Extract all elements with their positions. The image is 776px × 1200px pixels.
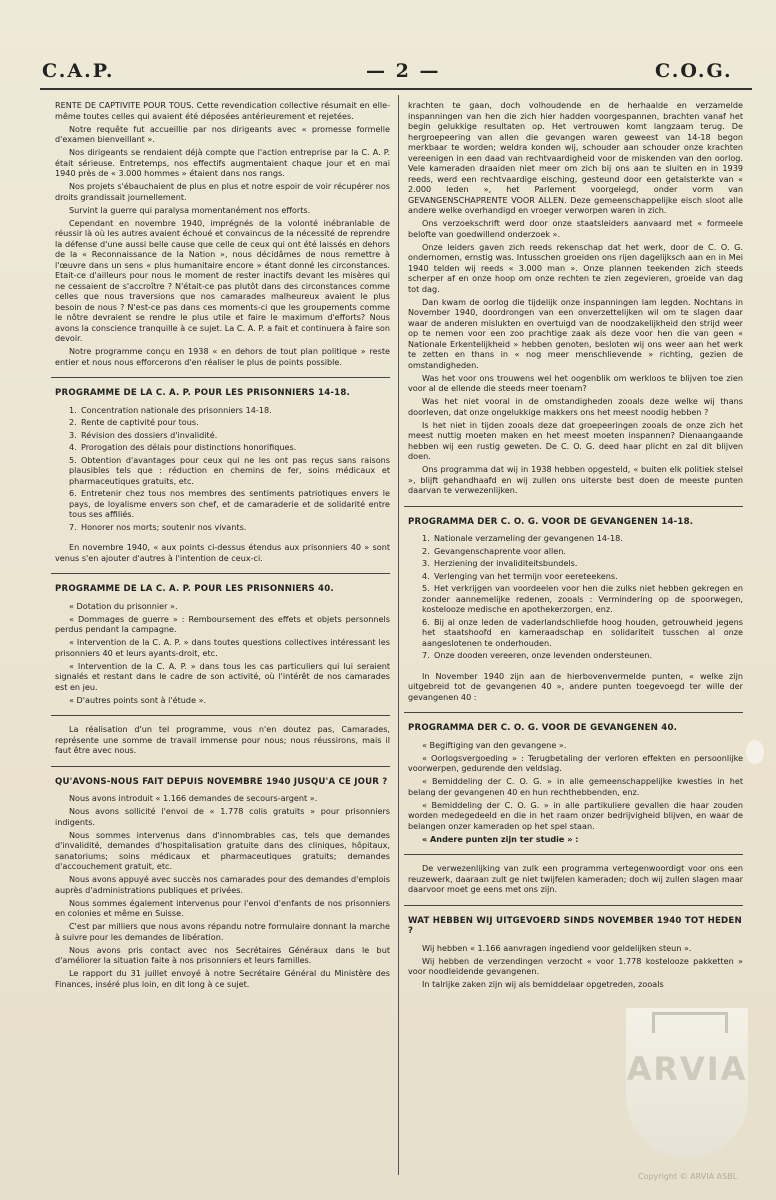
paragraph: Was het voor ons trouwens wel het oogenblik om werkloos te blijven toe zien voor al de ellende die steeds meer toenam? [408, 372, 743, 393]
paragraph: C'est par milliers que nous avons répandu notre formulaire donnant la marche à suivre pour les demandes de libération. [55, 921, 390, 942]
list-item: 2. Rente de captivité pour tous. [69, 417, 199, 427]
paragraph: « Bemiddeling der C. O. G. » in alle partikuliere gevallen die haar zouden worden medegedeeld en die in het raam onzer bedrijvigheid blijven, en waar de belangen onzer kameraden op het spel staan. [408, 799, 743, 831]
paragraph: Nos dirigeants se rendaient déjà compte que l'action entreprise par la C. A. P. était sérieuse. Entretemps, nos effectifs augmentaient chaque jour et en mai 1940 près de « 3.000 hommes » étaient dans nos rangs. [55, 147, 390, 178]
paragraph: Survint la guerre qui paralysa momentanément nos efforts. [69, 204, 311, 215]
section-divider [51, 573, 390, 574]
paragraph: Le rapport du 31 juillet envoyé à notre Secrétaire Général du Ministère des Finances, inséré plus loin, en dit long à ce sujet. [55, 968, 390, 989]
section-divider [51, 377, 390, 378]
paragraph: Nos projets s'ébauchaient de plus en plus et notre espoir de voir récupérer nos droits grandissait journellement. [55, 181, 390, 202]
paragraph: Nous avons sollicité l'envoi de « 1.778 colis gratuits » pour prisonniers indigents. [55, 806, 390, 827]
paragraph: En novembre 1940, « aux points ci-dessus étendus aux prisonniers 40 » sont venus s'en ajouter d'autres à l'intention de ceux-ci. [55, 542, 390, 563]
paragraph: In November 1940 zijn aan de hierbovenvermelde punten, « welke zijn uitgebreid tot de gevangenen 40 », andere punten toegevoegd ter wille der gevangenen 40 : [408, 670, 743, 702]
header-left: C.A.P. [42, 60, 115, 82]
paragraph: Nous sommes intervenus dans d'innombrables cas, tels que demandes d'invalidité, demandes d'hospitalisation gratuite dans des cliniques, hôpitaux, sanatoriums; soins médicaux et pharmaceutiques gratuits; demandes d'accouchement gratuit, etc. [55, 829, 390, 871]
list-item: 6. Entretenir chez tous nos membres des sentiments patriotiques envers le pays, de loyalisme envers son chef, et de camaraderie et de solidarité entre tous ses affiliés. [69, 488, 390, 519]
paragraph: « Dotation du prisonnier ». [69, 600, 178, 611]
paragraph: « Dommages de guerre » : Remboursement des effets et objets personnels perdus pendant la campagne. [55, 613, 390, 634]
paragraph: Is het niet in tijden zooals deze dat groepeeringen zooals de onze zich het meest nuttig moeten maken en het meest moeten inspannen? Dienaangaande hebben wij een rustig geweten. De C. O. G. deed haar plicht en zal dit blijven doen. [408, 419, 743, 461]
watermark-logo: ARVIA [626, 1050, 748, 1088]
paragraph: Notre programme conçu en 1938 « en dehors de tout plan politique » reste entier et nous nous efforcerons d'en réaliser le plus de points possible. [55, 346, 390, 367]
paragraph: « Intervention de la C. A. P. » dans toutes questions collectives intéressant les prisonniers 40 et leurs ayants-droit, etc. [55, 637, 390, 658]
column-divider [398, 95, 399, 1175]
paragraph: « Begiftiging van den gevangene ». [422, 739, 567, 750]
section-divider [51, 766, 390, 767]
column-dutch [408, 100, 743, 992]
section-heading: QU'AVONS-NOUS FAIT DEPUIS NOVEMBRE 1940 JUSQU'A CE JOUR ? [55, 776, 388, 787]
paragraph: Dan kwam de oorlog die tijdelijk onze inspanningen lam legden. Nochtans in November 1940, doordrongen van een onverzettelijken wil om te slagen daar waar de anderen mislukten en overtuigd van de noodzakelijkheid den strijd weer op te nemen voor een zoo prachtige zaak als deze voor hen die van geen « Nationale Erkentelijkheid » hebben genoten, besloten wij ons weer aan het werk te zetten en thans in « nog meer menschlievende » richting, gezien de omstandigheden. [408, 296, 743, 370]
copyright-text: Copyright © ARVIA ASBL [638, 1172, 738, 1181]
column-french [55, 100, 390, 992]
section-divider [404, 854, 743, 855]
paragraph: Nous avons pris contact avec nos Secrétaires Généraux dans le but d'améliorer la situation faite à nos prisonniers et leurs familles. [55, 944, 390, 965]
list-item: 3. Révision des dossiers d'invalidité. [69, 429, 218, 440]
list-item: 2. Gevangenschaprente voor allen. [422, 545, 566, 556]
list-item: 6. Bij al onze leden de vaderlandschliefde hoog houden, getrouwheid jegens het staatshoofd en kameraadschap en solidariteit tusschen al onze aangeslotenen te onderhouden. [422, 616, 743, 648]
section-heading: PROGRAMME DE LA C. A. P. POUR LES PRISONNIERS 14-18. [55, 388, 350, 398]
section-heading: PROGRAMMA DER C. O. G. VOOR DE GEVANGENEN 14-18. [408, 516, 694, 527]
section-divider [404, 712, 743, 713]
watermark-frame [652, 1012, 728, 1033]
list-item: 4. Prorogation des délais pour distinctions honorifiques. [69, 442, 297, 452]
section-divider [51, 715, 390, 716]
program-list [55, 405, 390, 533]
paragraph: Wij hebben de verzendingen verzocht « voor 1.778 kostelooze pakketten » voor noodleidende gevangenen. [408, 955, 743, 976]
paper-stain [746, 740, 764, 764]
program-list [408, 533, 743, 661]
paragraph: Nous sommes également intervenus pour l'envoi d'enfants de nos prisonniers en colonies et même en Suisse. [55, 897, 390, 918]
paragraph: Cependant en novembre 1940, imprégnés de la volonté inébranlable de réussir là où les autres avaient échoué et convaincus de la nécessité de reprendre la défense d'une aussi belle cause que celle de ceux qui ont été laissés en dehors de la « Reconnaissance de la Nation », nous décidâmes de nous remettre à l'œuvre dans un sens « plus humanitaire encore » étant donné les circonstances. Etait-ce d'ailleurs pour nous le moment de rester inactifs devant les misères qui ne cessaient de s'accroître ? N'était-ce pas plutôt dans des circonstances comme celles que nous traversions que nos camarades malheureux avaient le plus besoin de nous ? N'est-ce pas dans ces moments-ci que les groupements comme le nôtre devraient se rendre le plus utile et faire le maximum d'efforts? Nous avons la conscience tranquille à ce sujet. La C. A. P. a fait et continuera à faire son devoir. [55, 217, 390, 343]
paragraph: « D'autres points sont à l'étude ». [69, 694, 207, 705]
paragraph: Onze leiders gaven zich reeds rekenschap dat het werk, door de C. O. G. ondernomen, ernstig was. Intusschen groeiden ons rijen dagelijksch aan en in Mei 1940 telden wij reeds « 3.000 man ». Onze plannen teekenden zich steeds scherper af en onze hoop om onze rechten te zien zegevieren, groeide van dag tot dag. [408, 241, 743, 294]
paragraph: Notre requête fut accueillie par nos dirigeants avec « promesse formelle d'examen bienveillant ». [55, 123, 390, 144]
archive-watermark [626, 1008, 748, 1158]
paragraph: RENTE DE CAPTIVITE POUR TOUS. Cette revendication collective résumait en elle-même toutes celles qui avaient été déposées antérieurement et rejetées. [55, 100, 390, 121]
paragraph: Ons verzoekschrift werd door onze staatsleiders aanvaard met « formeele belofte van goedwillend onderzoek ». [408, 218, 743, 239]
paragraph: Ons programma dat wij in 1938 hebben opgesteld, « buiten elk politiek stelsel », blijft gehandhaafd en wij zullen ons uiterste best doen de meeste punten daarvan te verwezenlijken. [408, 464, 743, 495]
list-item: 5. Het verkrijgen van voordeelen voor hen die zulks niet hebben gekregen en zonder aannemelijke redenen, zooals : Vermindering op de spoorwegen, kostelooze medische en apothekerzorgen, enz. [422, 583, 743, 614]
paragraph: « Bemiddeling der C. O. G. » in alle gemeenschappelijke kwesties in het belang der gevangenen 40 en hun rechthebbenden, enz. [408, 776, 743, 797]
list-item: 7. Onze dooden vereeren, onze levenden ondersteunen. [422, 650, 653, 660]
header-rule [40, 88, 752, 90]
section-heading: WAT HEBBEN WIJ UITGEVOERD SINDS NOVEMBER 1940 TOT HEDEN ? [408, 915, 742, 936]
paragraph: « Oorlogsvergoeding » : Terugbetaling der verloren effekten en persoonlijke voorwerpen, gedurende den veldslag. [408, 752, 743, 773]
list-item: 7. Honorer nos morts; soutenir nos vivants. [69, 521, 247, 532]
paragraph: Nous avons introduit « 1.166 demandes de secours-argent ». [69, 793, 318, 803]
paragraph: « Intervention de la C. A. P. » dans tous les cas particuliers qui lui seraient signalés et restant dans le cadre de son activité, où l'intérêt de nos camarades est en jeu. [55, 660, 390, 692]
list-item: 1. Nationale verzameling der gevangenen 14-18. [422, 533, 623, 543]
page-header [0, 60, 776, 86]
list-item: 4. Verlenging van het termijn voor eereteekens. [422, 570, 618, 581]
paragraph: In talrijke zaken zijn wij als bemiddelaar opgetreden, zooals [422, 979, 664, 989]
paragraph: Was het niet vooral in de omstandigheden zooals deze welke wij thans doorleven, dat onze ongelukkige makkers ons het meest noodig hebben ? [408, 396, 743, 417]
page-number: — 2 — [366, 60, 441, 82]
list-item: 3. Herziening der invaliditeitsbundels. [422, 558, 578, 568]
header-right: C.O.G. [655, 60, 733, 82]
paragraph: Nous avons appuyé avec succès nos camarades pour des demandes d'emplois auprès d'administrations publiques et privées. [55, 874, 390, 895]
paragraph: « Andere punten zijn ter studie » : [422, 833, 579, 844]
section-divider [404, 506, 743, 507]
list-item: 1. Concentration nationale des prisonniers 14-18. [69, 404, 272, 415]
paragraph: De verwezenlijking van zulk een programma vertegenwoordigt voor ons een reuzewerk, daaraan zult ge niet twijfelen kameraden; doch wij zullen slagen maar daarvoor moet ge eens met ons zijn. [408, 863, 743, 894]
section-heading: PROGRAMMA DER C. O. G. VOOR DE GEVANGENEN 40. [408, 723, 678, 733]
list-item: 5. Obtention d'avantages pour ceux qui ne les ont pas reçus sans raisons plausibles tels que : réduction en chemins de fer, soins médicaux et pharmaceutiques gratuits, etc. [69, 454, 390, 486]
paragraph: La réalisation d'un tel programme, vous n'en doutez pas, Camarades, représente une somme de travail immense pour nous; nous réussirons, mais il faut être avec nous. [55, 724, 390, 755]
section-divider [404, 905, 743, 906]
section-heading: PROGRAMME DE LA C. A. P. POUR LES PRISONNIERS 40. [55, 584, 334, 594]
paragraph: Wij hebben « 1.166 aanvragen ingediend voor geldelijken steun ». [422, 942, 692, 953]
paragraph: krachten te gaan, doch volhoudende en de herhaalde en verzamelde inspanningen van hen die zich hier hadden voorgespannen, brachten vanaf het begin gelukkige resultaten op. Het vertrouwen komt langzaam terug. De hergroepeering van allen die gevangen waren geweest van 14-18 begon merkbaar te worden; weldra konden wij, schouder aan schouder onze krachten vereenigen in een daad van rechtvaardigheid voor de miskenden van den oorlog. Vele kameraden draaiden niet meer om zich bij ons aan te sluiten en in 1939 reeds, werd een rechtvaardige eisching, gesteund door een getalsterkte van « 2.000 leden », het Parlement voorgelegd, onder vorm van GEVANGENSCHAPRENTE VOOR ALLEN. Deze gemeenschappelijke eisch sloot alle andere welke overhandigd en vroeger verworpen waren in zich. [408, 100, 743, 215]
